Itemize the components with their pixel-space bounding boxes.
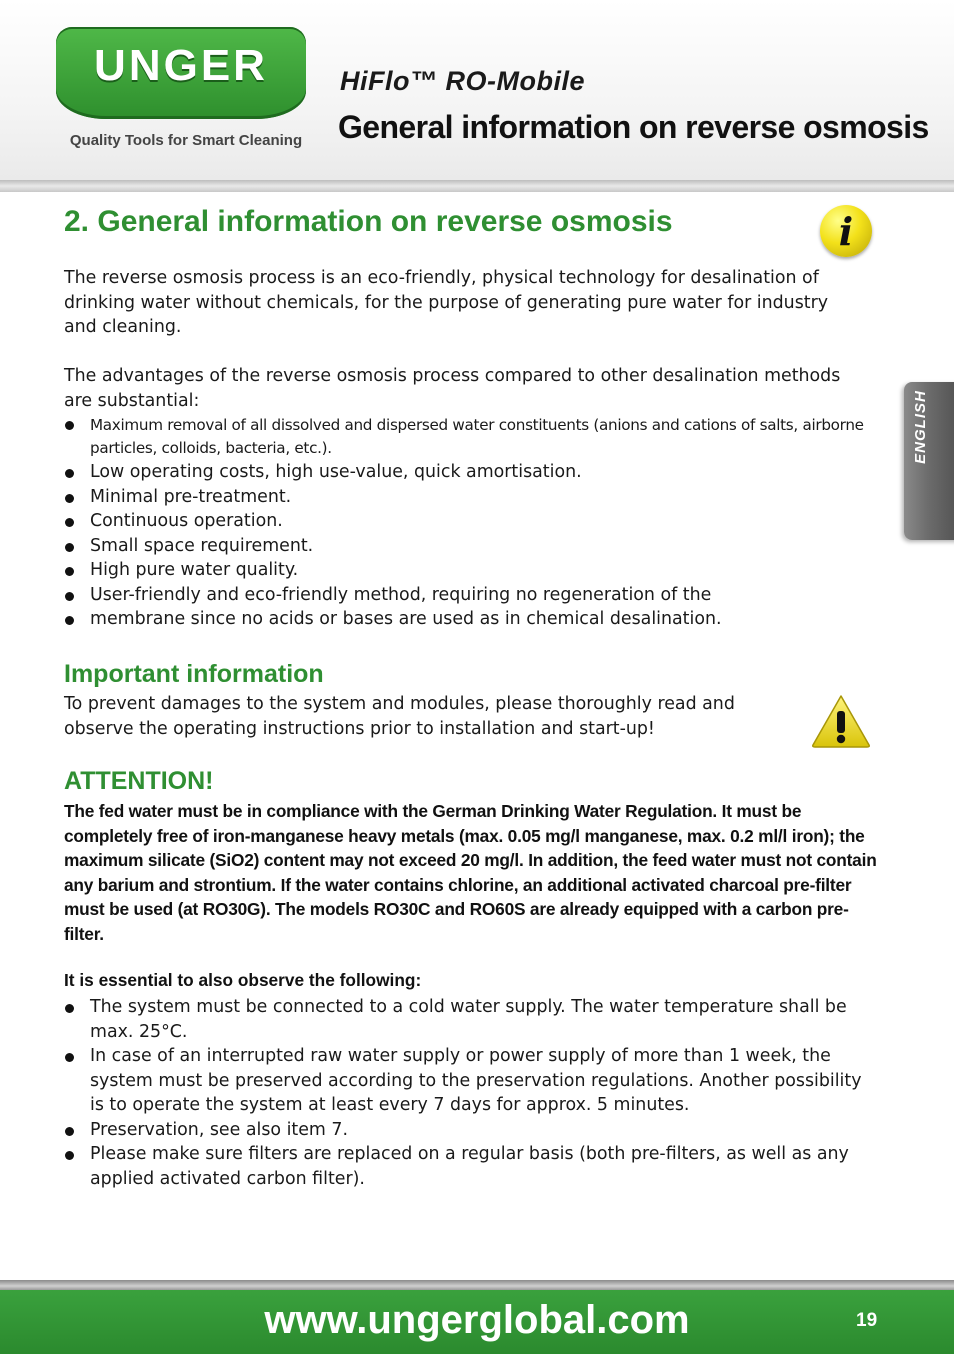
footer-divider <box>0 1280 954 1290</box>
list-item: membrane since no acids or bases are used as in chemical desalination. <box>64 607 872 632</box>
language-tab-label: ENGLISH <box>912 390 929 464</box>
list-item: Please make sure filters are replaced on a regular basis (both pre-filters, as well as any applied activated carbon filter). <box>64 1142 872 1191</box>
page-subtitle: General information on reverse osmosis <box>338 109 929 145</box>
attention-text: The fed water must be in compliance with the German Drinking Water Regulation. It must be completely free of iron-manganese heavy metals (max. 0.05 mg/l manganese, max. 0.2 ml/l iron); the maximum silicate (SiO2) content may not exceed 20 mg/l. In addition, the feed water must not contain any barium and strontium. If the water contains chlorine, an additional activated charcoal pre-filter must be used (at RO30G). The models RO30C and RO60S are already equipped with a carbon pre-filter. <box>64 801 877 944</box>
essential-heading: It is essential to also observe the following: <box>64 970 422 990</box>
logo-wordmark: UNGER <box>94 41 268 90</box>
warning-icon <box>810 693 872 749</box>
list-item: Maximum removal of all dissolved and dispersed water constituents (anions and cations of salts, airborne particles, colloids, bacteria, etc.). <box>64 414 872 460</box>
list-item: Continuous operation. <box>64 509 872 534</box>
list-item: Low operating costs, high use-value, quick amortisation. <box>64 460 872 485</box>
intro-paragraph: The reverse osmosis process is an eco-friendly, physical technology for desalination of drinking water without chemicals, for the purpose of generating pure water for industry and cleaning. <box>64 268 829 337</box>
page-footer <box>0 1290 954 1354</box>
list-item: User-friendly and eco-friendly method, requiring no regeneration of the <box>64 583 872 608</box>
advantages-intro: The advantages of the reverse osmosis process compared to other desalination methods are substantial: <box>64 366 841 411</box>
important-text: To prevent damages to the system and modules, please thoroughly read and observe the operating instructions prior to installation and start-up! <box>64 694 735 739</box>
list-item: Preservation, see also item 7. <box>64 1118 872 1143</box>
info-icon: i <box>820 205 872 257</box>
attention-heading: ATTENTION! <box>64 767 214 795</box>
header-divider <box>0 180 954 192</box>
product-title: HiFlo™ RO-Mobile <box>340 66 585 96</box>
section-heading: 2. General information on reverse osmosis <box>64 205 673 238</box>
list-item: Small space requirement. <box>64 534 872 559</box>
list-item: In case of an interrupted raw water supply or power supply of more than 1 week, the system must be preserved according to the preservation regulations. Another possibility is to operate the system at least every 7 days for approx. 5 minutes. <box>64 1044 872 1118</box>
page-number: 19 <box>856 1310 878 1331</box>
advantages-list <box>64 414 872 632</box>
list-item: Minimal pre-treatment. <box>64 485 872 510</box>
logo-tagline: Quality Tools for Smart Cleaning <box>69 132 303 149</box>
website-link[interactable]: www.ungerglobal.com <box>264 1298 690 1342</box>
essential-list <box>64 995 872 1191</box>
list-item: High pure water quality. <box>64 558 872 583</box>
list-item: The system must be connected to a cold water supply. The water temperature shall be max. 25°C. <box>64 995 872 1044</box>
language-tab[interactable] <box>904 382 954 540</box>
important-heading: Important information <box>64 660 324 688</box>
unger-logo <box>56 27 306 119</box>
